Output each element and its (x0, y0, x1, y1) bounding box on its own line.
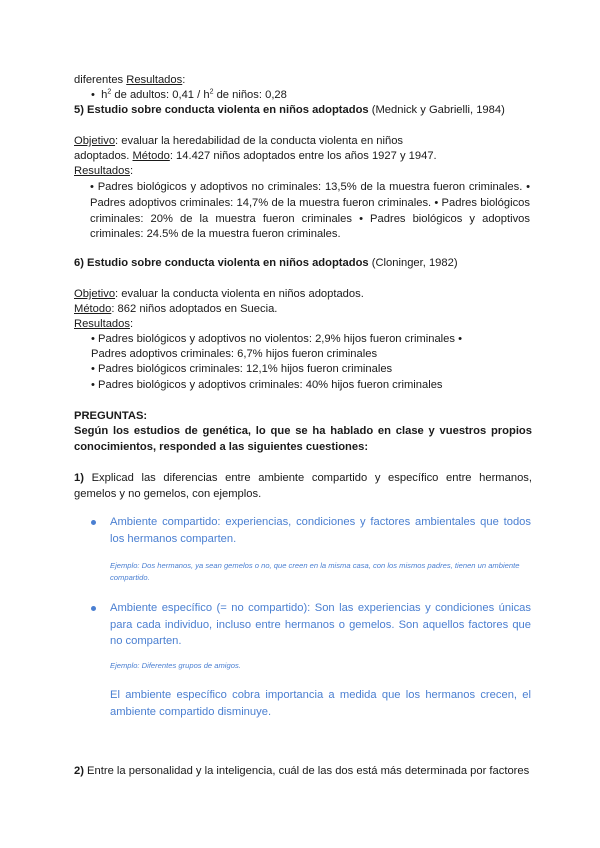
q2-text: Entre la personalidad y la inteligencia, cuál de las dos está más determinada por factores (83, 765, 530, 777)
h-a: h (101, 89, 108, 101)
list-item (74, 347, 547, 363)
bullet-dot (91, 606, 96, 611)
colon: : (129, 318, 134, 330)
sup-a: 2 (107, 88, 112, 96)
answer-shared-example: Ejemplo: Dos hermanos, ya sean gemelos o no, que creen en la misma casa, con los mismos padres, tienen un ambiente compartido. (110, 561, 520, 582)
resultados-label: Resultados (74, 318, 130, 330)
answer-specific-example: Ejemplo: Diferentes grupos de amigos. (110, 661, 241, 670)
list-item-text: Padres adoptivos criminales: 6,7% hijos fueron criminales (91, 348, 378, 360)
metodo-text: : 862 niños adoptados en Suecia. (111, 303, 278, 315)
study6-title-text: 6) Estudio sobre conducta violenta en niños adoptados (74, 257, 369, 269)
metodo-text: : 14.427 niños adoptados entre los años 1927 y 1947. (169, 150, 437, 162)
q2-number: 2) (74, 765, 84, 777)
question-1 (74, 471, 532, 503)
q1-number: 1) (74, 472, 84, 484)
study6-citation: (Cloninger, 1982) (371, 257, 458, 269)
metodo-label: Método (132, 150, 170, 162)
list-item-text: Padres biológicos y adoptivos criminales: 40% hijos fueron criminales (98, 379, 443, 391)
metodo-label: Método (74, 303, 112, 315)
list-item (74, 362, 547, 378)
list-item-text: Padres biológicos criminales: 12,1% hijos fueron criminales (98, 363, 393, 375)
objetivo-text: : evaluar la conducta violenta en niños adoptados. (115, 288, 364, 300)
colon: : (129, 165, 134, 177)
sup-b: 2 (209, 88, 214, 96)
study5-resultados-label (74, 164, 530, 180)
h-b: de adultos: 0,41 / h (111, 89, 210, 101)
objetivo-label: Objetivo (74, 135, 116, 147)
study5-citation: (Mednick y Gabrielli, 1984) (371, 104, 505, 116)
list-item (74, 332, 547, 348)
study6-title (74, 256, 530, 272)
colon: : (182, 74, 186, 86)
question-2 (74, 764, 532, 780)
study5-title (74, 103, 530, 119)
study6-resultados-label (74, 317, 530, 333)
preguntas-intro: Según los estudios de genética, lo que se ha hablado en clase y vuestros propios conocimientos, responded a las siguientes cuestiones: (74, 425, 532, 453)
h-c: de niños: 0,28 (213, 89, 287, 101)
study5-metodo (74, 149, 530, 165)
bullet-dot (91, 520, 96, 525)
resultados-label: Resultados (126, 74, 183, 86)
study6-objetivo (74, 287, 530, 303)
intro-line (74, 73, 530, 89)
objetivo-text2: adoptados. (74, 150, 130, 162)
objetivo-label: Objetivo (74, 288, 116, 300)
answer-specific-environment: Ambiente específico (= no compartido): Son las experiencias y condiciones únicas para cada individuo, incluso entre hermanos o gemelos. Son aquellos factores que no comparten. (110, 602, 531, 647)
list-item-text: Padres biológicos y adoptivos no violentos: 2,9% hijos fueron criminales • (98, 333, 463, 345)
study5-title-text: 5) Estudio sobre conducta violenta en niños adoptados (74, 104, 369, 116)
answer-specific-note: El ambiente específico cobra importancia a medida que los hermanos crecen, el ambiente compartido disminuye. (110, 689, 531, 718)
list-item (74, 378, 547, 394)
study6-metodo (74, 302, 530, 318)
preguntas-heading: PREGUNTAS: (74, 410, 148, 422)
q1-text: Explicad las diferencias entre ambiente compartido y específico entre hermanos, gemelos y no gemelos, con ejemplos. (74, 472, 532, 500)
study5-objetivo (74, 134, 530, 150)
resultados-label: Resultados (74, 165, 130, 177)
answer-shared-environment: Ambiente compartido: experiencias, condiciones y factores ambientales que todos los hermanos comparten. (110, 516, 531, 545)
intro-prefix: diferentes (74, 74, 124, 86)
heritability-item (74, 88, 547, 104)
study5-resultados-text: • Padres biológicos y adoptivos no criminales: 13,5% de la muestra fueron criminales. • Padres adoptivos criminales: 14,7% de la muestra fueron criminales. • Padres biológicos criminales: 20% de la muestra fueron criminales • Padres biológicos y adoptivos criminales: 24.5% de la muestra fueron criminales. (90, 181, 530, 241)
objetivo-text: : evaluar la heredabilidad de la conducta violenta en niños (115, 135, 404, 147)
